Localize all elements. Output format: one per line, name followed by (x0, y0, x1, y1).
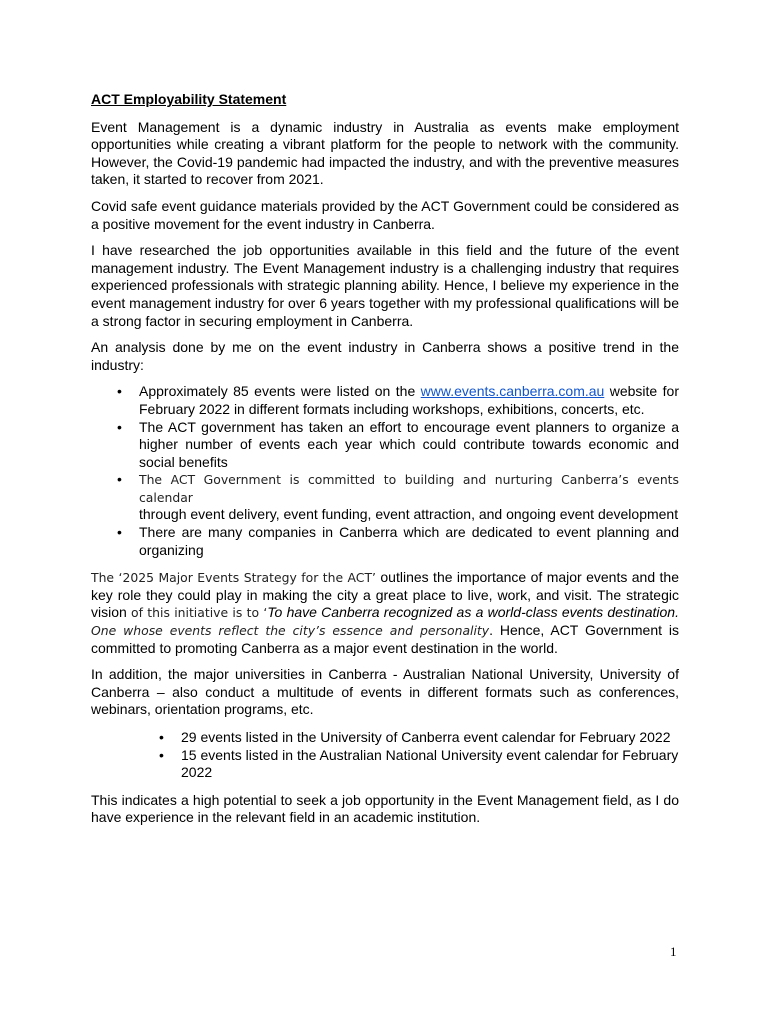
paragraph-intro: Event Management is a dynamic industry in Australia as events make employment opportunities while creating a vibrant platform for the people to network with the community. However, the Covid-19 pandemic had impacted the industry, and with the preventive measures taken, it started to recover from 2021. (91, 118, 679, 188)
paragraph-research: I have researched the job opportunities available in this field and the future of the event management industry. The Event Management industry is a challenging industry that requires experienced professionals with strategic planning ability. Hence, I believe my experience in the event management industry for over 6 years together with my professional qualifications will be a strong factor in securing employment in Canberra. (91, 242, 679, 329)
strategy-vision: To have Canberra recognized as a world-class events destination. (267, 604, 679, 621)
paragraph-analysis: An analysis done by me on the event industry in Canberra shows a positive trend in the industry: (91, 339, 679, 373)
strategy-vision: One whose events reflect the city’s essence and personality (91, 623, 490, 639)
list-item: • The ACT government has taken an effort to encourage event planners to organize a higher number of events each year which could contribute towards economic and social benefits (139, 419, 679, 472)
analysis-bullet-list (91, 383, 679, 559)
list-item (139, 383, 679, 418)
list-item (139, 471, 679, 524)
bullet-text: The ACT Government is committed to building and nurturing Canberra’s events calendar (139, 472, 679, 505)
paragraph-universities: In addition, the major universities in Canberra - Australian National University, University of Canberra – also conduct a multitude of events in different formats such as conferences, webinars, orientation programs, etc. (91, 666, 679, 718)
bullet-text: website for February 2022 in different formats including workshops, exhibitions, concerts, etc. (139, 383, 679, 417)
bullet-text: through event delivery, event funding, event attraction, and ongoing event development (139, 506, 679, 523)
document-body (91, 91, 679, 836)
page-number: 1 (670, 944, 677, 959)
list-item: • 29 events listed in the University of Canberra event calendar for February 2022 (181, 729, 679, 747)
document-title: ACT Employability Statement (91, 91, 287, 107)
events-website-link[interactable]: www.events.canberra.com.au (420, 383, 605, 400)
paragraph-strategy (91, 569, 679, 657)
strategy-text: outlines the importance of major events and the key role they could play in making the city a great place to live, work, and visit. The strategic vision (91, 569, 679, 621)
list-item: • There are many companies in Canberra which are dedicated to event planning and organizing (139, 524, 679, 559)
strategy-text: . Hence, ACT Government is committed to promoting Canberra as a major event destination in the world. (91, 622, 679, 656)
strategy-name: The ‘2025 Major Events Strategy for the ACT’ (91, 570, 376, 586)
list-item: • 15 events listed in the Australian National University event calendar for February 2022 (181, 747, 679, 782)
strategy-text: of this initiative is to ‘ (131, 605, 268, 621)
paragraph-conclusion: This indicates a high potential to seek a job opportunity in the Event Management field, as I do have experience in the relevant field in an academic institution. (91, 791, 679, 826)
paragraph-covid-guidance: Covid safe event guidance materials provided by the ACT Government could be considered as a positive movement for the event industry in Canberra. (91, 197, 679, 232)
university-bullet-list (91, 729, 679, 782)
bullet-text: Approximately 85 events were listed on the (139, 383, 421, 400)
